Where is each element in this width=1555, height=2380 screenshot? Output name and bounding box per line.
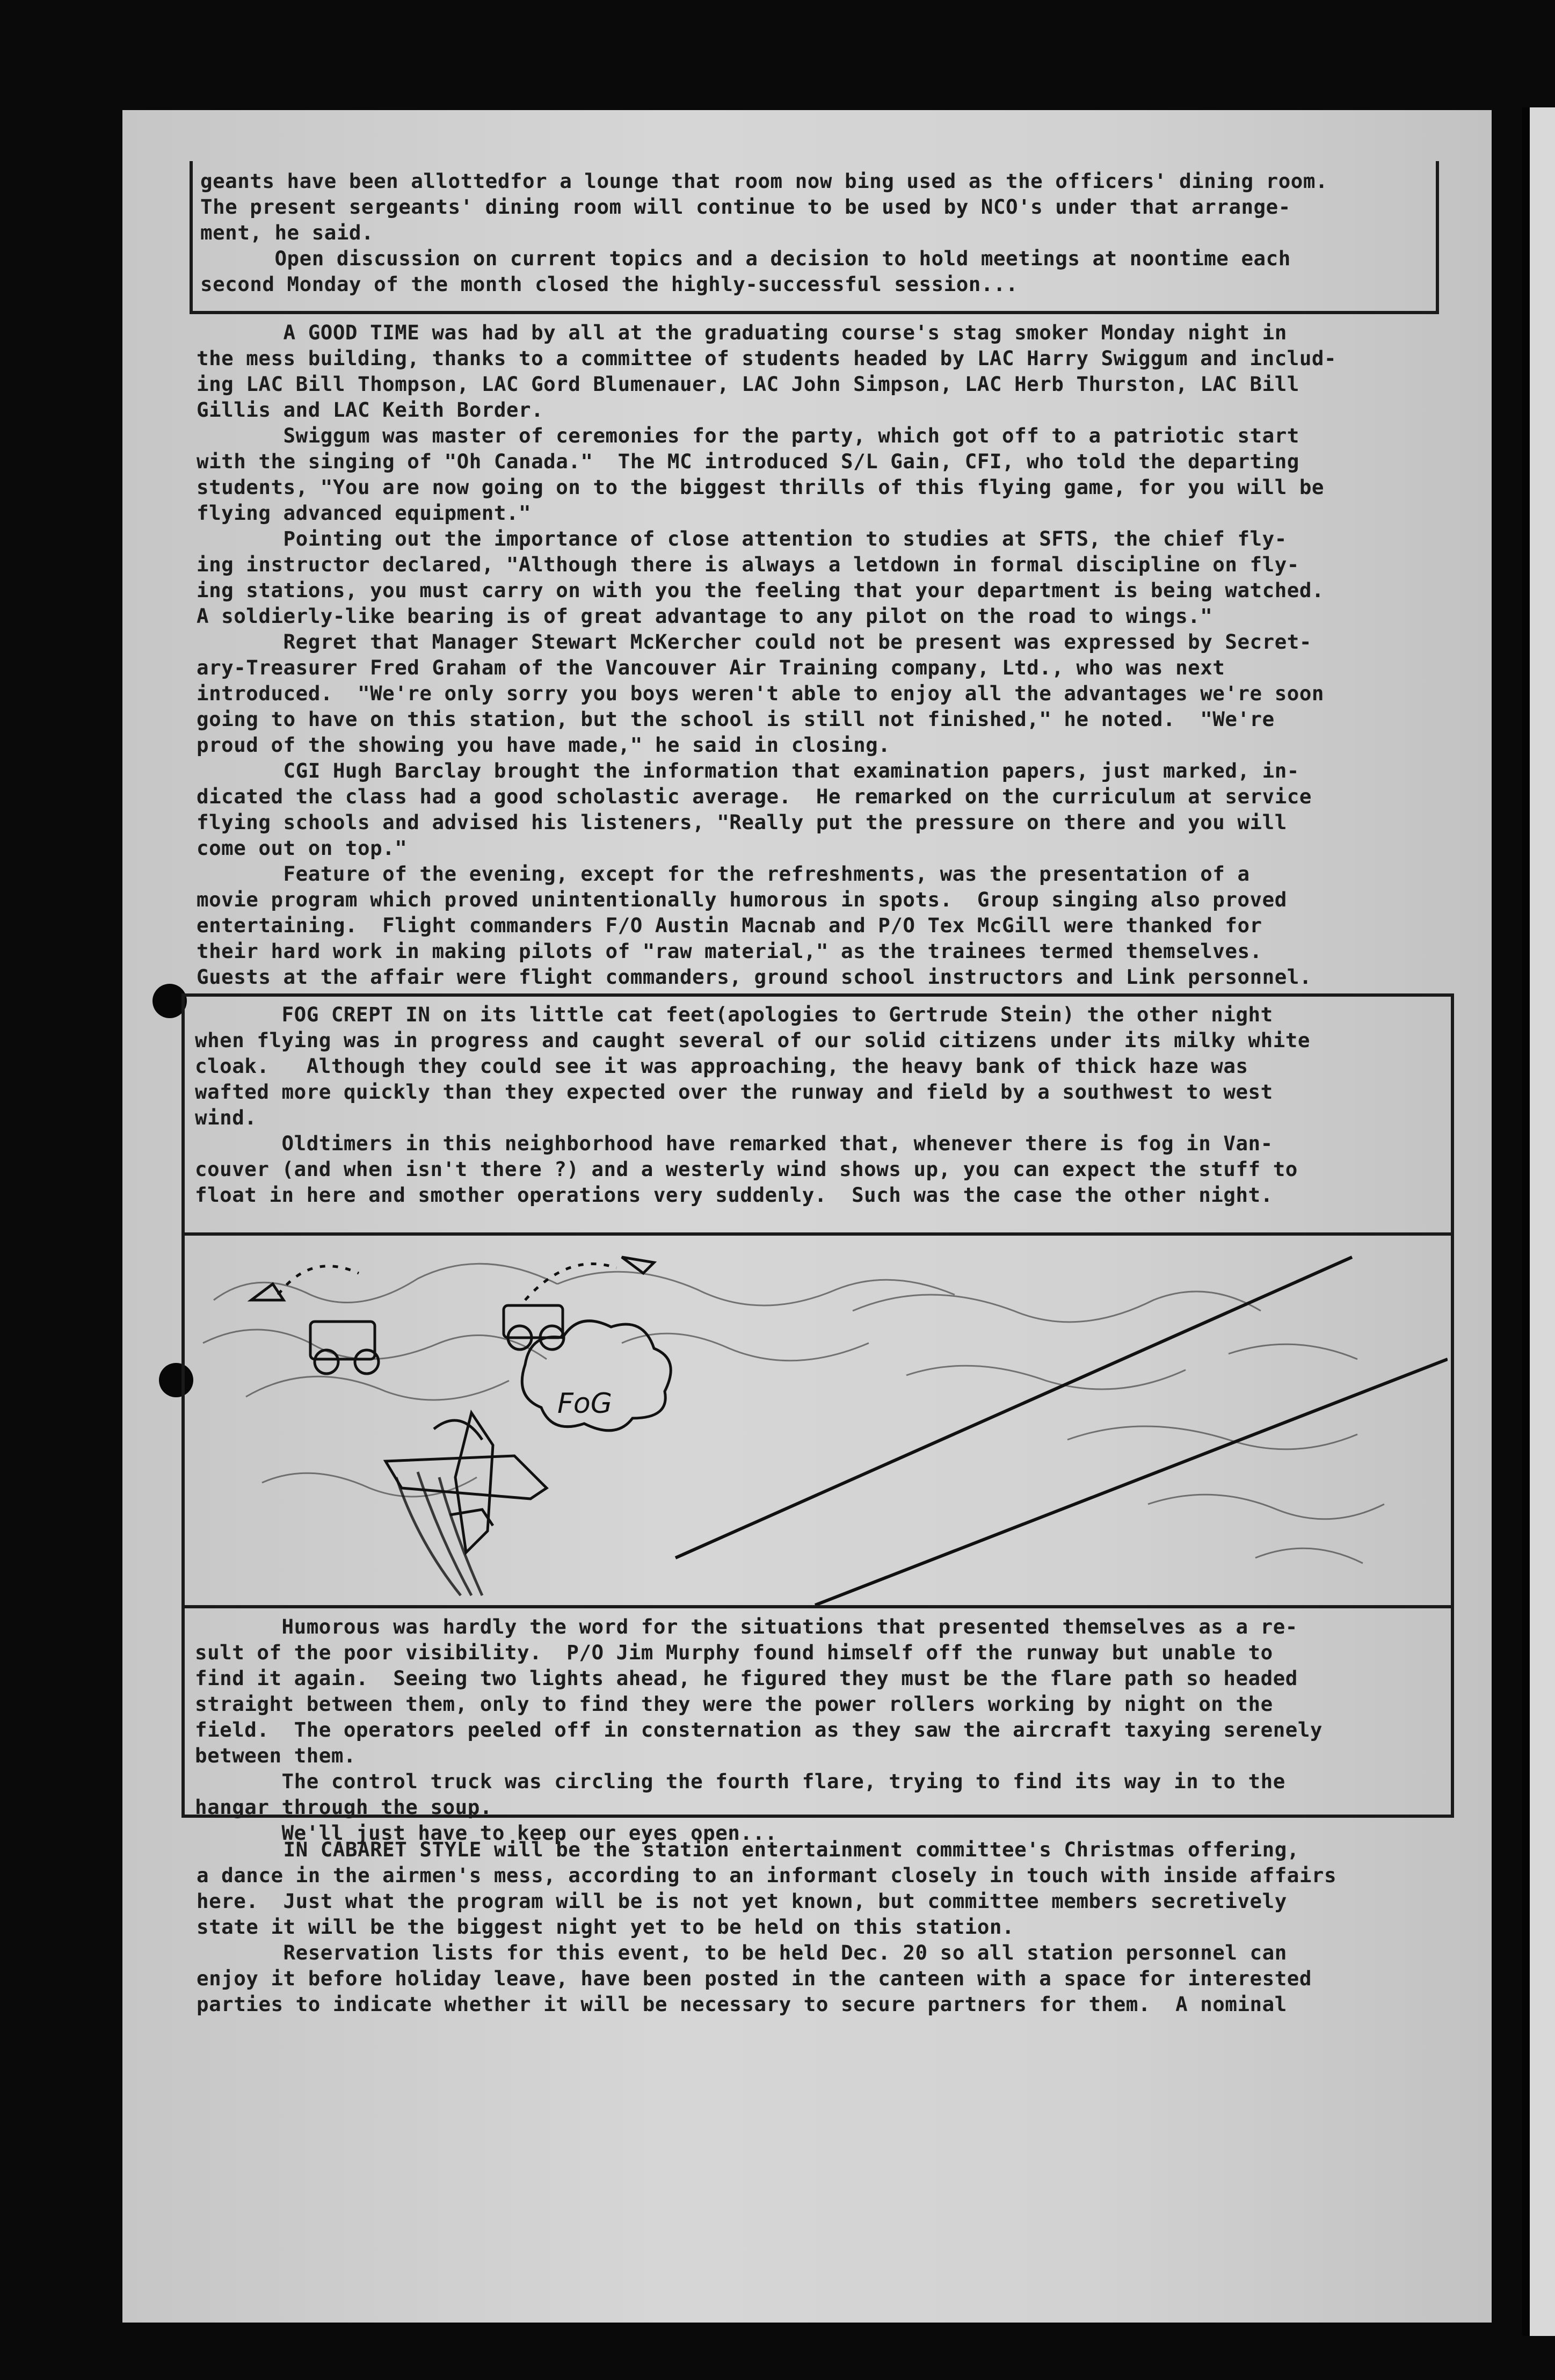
fog-humor-text — [195, 1614, 1323, 1845]
cartoon-drawing — [181, 1236, 1448, 1605]
text-line: entertaining. Flight commanders F/O Austin Macnab and P/O Tex McGill were thanked for — [197, 913, 1262, 937]
text-line: CGI Hugh Barclay brought the information that examination papers, just marked, in- — [197, 759, 1299, 782]
text-line: second Monday of the month closed the highly-successful session... — [200, 272, 1019, 296]
text-line: Pointing out the importance of close attention to studies at SFTS, the chief fly- — [197, 527, 1287, 550]
text-line: ing instructor declared, "Although there is always a letdown in formal discipline on fly- — [197, 553, 1299, 576]
text-line: geants have been allottedfor a lounge that room now bing used as the officers' dining room. — [200, 169, 1328, 193]
text-line: dicated the class had a good scholastic average. He remarked on the curriculum at service — [197, 785, 1312, 808]
text-line: ary-Treasurer Fred Graham of the Vancouver Air Training company, Ltd., who was next — [197, 656, 1225, 679]
text-line: parties to indicate whether it will be necessary to secure partners for them. A nominal — [197, 1992, 1287, 2016]
text-line: The control truck was circling the fourth flare, trying to find its way in to the — [195, 1769, 1285, 1793]
text-line: introduced. "We're only sorry you boys weren't able to enjoy all the advantages we're soon — [197, 681, 1324, 705]
text-line: sult of the poor visibility. P/O Jim Murphy found himself off the runway but unable to — [195, 1641, 1273, 1664]
fog-article-text — [195, 1002, 1310, 1207]
text-line: Feature of the evening, except for the refreshments, was the presentation of a — [197, 862, 1250, 886]
text-line: A soldierly-like bearing is of great advantage to any pilot on the road to wings." — [197, 604, 1213, 628]
text-line: field. The operators peeled off in consternation as they saw the aircraft taxying serenely — [195, 1718, 1323, 1742]
text-line: Gillis and LAC Keith Border. — [197, 398, 544, 422]
text-line: a dance in the airmen's mess, according to an informant closely in touch with inside affairs — [197, 1863, 1337, 1887]
officers-meeting-lines — [200, 168, 1328, 297]
text-line: students, "You are now going on to the biggest thrills of this flying game, for you will be — [197, 475, 1324, 499]
text-line: with the singing of "Oh Canada." The MC introduced S/L Gain, CFI, who told the departing — [197, 449, 1299, 473]
cabaret-article-lines — [197, 1837, 1336, 2017]
text-line: Swiggum was master of ceremonies for the party, which got off to a patriotic start — [197, 424, 1299, 447]
text-line: ing stations, you must carry on with you the feeling that your department is being watched. — [197, 578, 1324, 602]
text-line: when flying was in progress and caught several of our solid citizens under its milky white — [195, 1028, 1310, 1052]
text-line: wind. — [195, 1106, 257, 1129]
fog-article-lines — [195, 1002, 1310, 1208]
officers-meeting-text — [200, 168, 1328, 296]
text-line: state it will be the biggest night yet to be held on this station. — [197, 1915, 1015, 1939]
stag-smoker-lines — [197, 320, 1336, 990]
text-line: The present sergeants' dining room will continue to be used by NCO's under that arrange- — [200, 195, 1291, 219]
text-line: the mess building, thanks to a committee of students headed by LAC Harry Swiggum and includ- — [197, 346, 1337, 370]
text-line: movie program which proved unintentionally humorous in spots. Group singing also proved — [197, 888, 1287, 911]
text-line: flying advanced equipment." — [197, 501, 532, 525]
text-line: couver (and when isn't there ?) and a westerly wind shows up, you can expect the stuff to — [195, 1157, 1298, 1181]
text-line: Humorous was hardly the word for the situations that presented themselves as a re- — [195, 1615, 1298, 1638]
text-line: A GOOD TIME was had by all at the graduating course's stag smoker Monday night in — [197, 321, 1287, 344]
fog-cloud-label: FoG — [557, 1388, 613, 1420]
text-line: cloak. Although they could see it was approaching, the heavy bank of thick haze was — [195, 1054, 1248, 1078]
newsletter-page — [122, 110, 1492, 2323]
text-line: wafted more quickly than they expected over the runway and field by a southwest to west — [195, 1080, 1273, 1104]
adjacent-page-edge — [1522, 107, 1555, 2336]
text-line: We'll just have to keep our eyes open... — [195, 1821, 778, 1845]
stag-smoker-article — [197, 320, 1337, 989]
fog-swirls — [203, 1264, 1384, 1563]
text-line: come out on top." — [197, 836, 408, 860]
text-line: Reservation lists for this event, to be held Dec. 20 so all station personnel can — [197, 1941, 1287, 1964]
text-line: FOG CREPT IN on its little cat feet(apologies to Gertrude Stein) the other night — [195, 1003, 1273, 1026]
text-line: here. Just what the program will be is not yet known, but committee members secretively — [197, 1889, 1287, 1913]
text-line: Regret that Manager Stewart McKercher could not be present was expressed by Secret- — [197, 630, 1312, 654]
text-line: Guests at the affair were flight commanders, ground school instructors and Link personnel. — [197, 965, 1312, 989]
fog-humor-lines — [195, 1614, 1323, 1846]
cabaret-article — [197, 1837, 1337, 2016]
crashing-airplane — [386, 1413, 547, 1595]
text-line: float in here and smother operations very suddenly. Such was the case the other night. — [195, 1183, 1273, 1207]
text-line: enjoy it before holiday leave, have been posted in the canteen with a space for interested — [197, 1967, 1312, 1990]
text-line: between them. — [195, 1744, 356, 1767]
text-line: Oldtimers in this neighborhood have remarked that, whenever there is fog in Van- — [195, 1131, 1273, 1155]
text-line: proud of the showing you have made," he said in closing. — [197, 733, 891, 757]
text-line: hangar through the soup. — [195, 1795, 492, 1819]
text-line: their hard work in making pilots of "raw material," as the trainees termed themselves. — [197, 939, 1262, 963]
text-line: IN CABARET STYLE will be the station entertainment committee's Christmas offering, — [197, 1838, 1299, 1861]
fog-cartoon — [181, 1232, 1454, 1608]
text-line: going to have on this station, but the school is still not finished," he noted. "We're — [197, 707, 1275, 731]
text-line: ing LAC Bill Thompson, LAC Gord Blumenauer, LAC John Simpson, LAC Herb Thurston, LAC Bill — [197, 372, 1299, 396]
text-line: straight between them, only to find they were the power rollers working by night on the — [195, 1692, 1273, 1716]
text-line: ment, he said. — [200, 221, 374, 244]
text-line: Open discussion on current topics and a decision to hold meetings at noontime each — [200, 246, 1291, 270]
text-line: find it again. Seeing two lights ahead, he figured they must be the flare path so headed — [195, 1666, 1298, 1690]
text-line: flying schools and advised his listeners, "Really put the pressure on there and you will — [197, 810, 1287, 834]
